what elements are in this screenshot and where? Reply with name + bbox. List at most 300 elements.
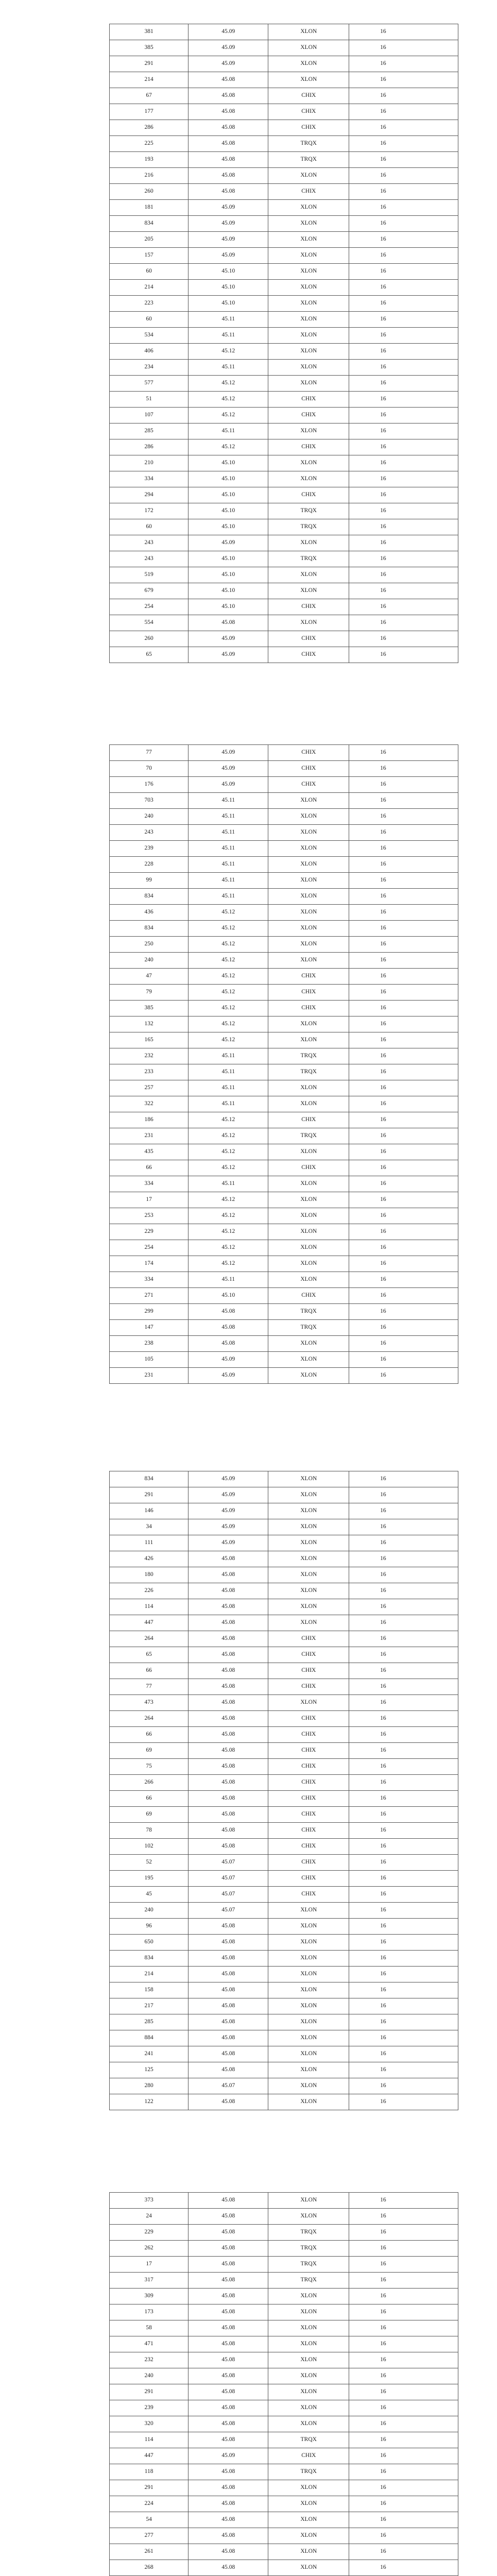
venue-cell: XLON — [268, 1272, 349, 1288]
time-cell: 16 — [349, 745, 458, 761]
table-row — [110, 248, 458, 264]
price-cell: 45.11 — [188, 873, 268, 889]
time-cell: 16 — [349, 1647, 458, 1663]
table-row — [110, 1224, 458, 1240]
table-row — [110, 2014, 458, 2030]
time-cell: 16 — [349, 905, 458, 921]
time-cell: 16 — [349, 2078, 458, 2094]
price-cell: 45.09 — [188, 1352, 268, 1368]
volume-cell: 426 — [110, 1551, 188, 1567]
volume-cell: 77 — [110, 745, 188, 761]
venue-cell: CHIX — [268, 1839, 349, 1855]
price-cell: 45.12 — [188, 985, 268, 1001]
venue-cell: XLON — [268, 1551, 349, 1567]
price-cell: 45.09 — [188, 647, 268, 663]
venue-cell: XLON — [268, 248, 349, 264]
time-cell: 16 — [349, 1583, 458, 1599]
time-cell: 16 — [349, 1823, 458, 1839]
price-cell: 45.11 — [188, 857, 268, 873]
time-cell: 16 — [349, 1304, 458, 1320]
venue-cell: CHIX — [268, 1855, 349, 1871]
table-row — [110, 1368, 458, 1384]
volume-cell: 436 — [110, 905, 188, 921]
time-cell: 16 — [349, 1631, 458, 1647]
time-cell: 16 — [349, 2193, 458, 2209]
volume-cell: 703 — [110, 793, 188, 809]
time-cell: 16 — [349, 344, 458, 360]
transactions-table-3 — [109, 1471, 458, 2110]
price-cell: 45.08 — [188, 88, 268, 104]
time-cell: 16 — [349, 1791, 458, 1807]
time-cell: 16 — [349, 1128, 458, 1144]
venue-cell: XLON — [268, 296, 349, 312]
table-row — [110, 905, 458, 921]
price-cell: 45.08 — [188, 2257, 268, 2273]
time-cell: 16 — [349, 2368, 458, 2384]
price-cell: 45.12 — [188, 408, 268, 423]
table-row — [110, 1679, 458, 1695]
venue-cell: CHIX — [268, 985, 349, 1001]
table-row — [110, 1272, 458, 1288]
volume-cell: 205 — [110, 232, 188, 248]
venue-cell: XLON — [268, 2496, 349, 2512]
venue-cell: XLON — [268, 2512, 349, 2528]
venue-cell: XLON — [268, 2209, 349, 2225]
venue-cell: TRQX — [268, 503, 349, 519]
price-cell: 45.08 — [188, 1951, 268, 1967]
time-cell: 16 — [349, 408, 458, 423]
time-cell: 16 — [349, 200, 458, 216]
volume-cell: 34 — [110, 1519, 188, 1535]
volume-cell: 66 — [110, 1727, 188, 1743]
price-cell: 45.08 — [188, 2046, 268, 2062]
venue-cell: XLON — [268, 535, 349, 551]
venue-cell: XLON — [268, 72, 349, 88]
table-row — [110, 761, 458, 777]
price-cell: 45.10 — [188, 264, 268, 280]
time-cell: 16 — [349, 1887, 458, 1903]
venue-cell: XLON — [268, 2014, 349, 2030]
time-cell: 16 — [349, 104, 458, 120]
volume-cell: 229 — [110, 1224, 188, 1240]
price-cell: 45.12 — [188, 344, 268, 360]
venue-cell: CHIX — [268, 1775, 349, 1791]
venue-cell: XLON — [268, 1352, 349, 1368]
table-row — [110, 1823, 458, 1839]
venue-cell: XLON — [268, 857, 349, 873]
venue-cell: CHIX — [268, 1759, 349, 1775]
venue-cell: XLON — [268, 1224, 349, 1240]
price-cell: 45.07 — [188, 1903, 268, 1919]
volume-cell: 577 — [110, 376, 188, 392]
venue-cell: XLON — [268, 1080, 349, 1096]
venue-cell: TRQX — [268, 1064, 349, 1080]
venue-cell: XLON — [268, 953, 349, 969]
price-cell: 45.08 — [188, 152, 268, 168]
price-cell: 45.12 — [188, 1240, 268, 1256]
time-cell: 16 — [349, 1352, 458, 1368]
time-cell: 16 — [349, 2352, 458, 2368]
table-row — [110, 1176, 458, 1192]
table-row — [110, 2480, 458, 2496]
table-row — [110, 2368, 458, 2384]
table-row — [110, 56, 458, 72]
price-cell: 45.10 — [188, 1288, 268, 1304]
time-cell: 16 — [349, 1208, 458, 1224]
price-cell: 45.12 — [188, 937, 268, 953]
venue-cell: XLON — [268, 2030, 349, 2046]
venue-cell: CHIX — [268, 104, 349, 120]
venue-cell: XLON — [268, 1032, 349, 1048]
time-cell: 16 — [349, 264, 458, 280]
volume-cell: 286 — [110, 439, 188, 455]
venue-cell: XLON — [268, 344, 349, 360]
table-row — [110, 2209, 458, 2225]
table-row — [110, 360, 458, 376]
price-cell: 45.08 — [188, 1551, 268, 1567]
time-cell: 16 — [349, 1535, 458, 1551]
venue-cell: XLON — [268, 232, 349, 248]
volume-cell: 884 — [110, 2030, 188, 2046]
table-row — [110, 793, 458, 809]
volume-cell: 47 — [110, 969, 188, 985]
time-cell: 16 — [349, 969, 458, 985]
venue-cell: XLON — [268, 873, 349, 889]
volume-cell: 381 — [110, 24, 188, 40]
venue-cell: TRQX — [268, 519, 349, 535]
table-row — [110, 312, 458, 328]
venue-cell: XLON — [268, 1903, 349, 1919]
price-cell: 45.11 — [188, 1176, 268, 1192]
venue-cell: XLON — [268, 2046, 349, 2062]
price-cell: 45.09 — [188, 216, 268, 232]
time-cell: 16 — [349, 184, 458, 200]
table-row — [110, 1192, 458, 1208]
volume-cell: 240 — [110, 2368, 188, 2384]
volume-cell: 217 — [110, 1998, 188, 2014]
time-cell: 16 — [349, 2384, 458, 2400]
volume-cell: 473 — [110, 1695, 188, 1711]
time-cell: 16 — [349, 1903, 458, 1919]
table-row — [110, 1016, 458, 1032]
price-cell: 45.12 — [188, 969, 268, 985]
time-cell: 16 — [349, 1096, 458, 1112]
table-row — [110, 2289, 458, 2304]
volume-cell: 243 — [110, 825, 188, 841]
volume-cell: 102 — [110, 1839, 188, 1855]
table-row — [110, 1112, 458, 1128]
price-cell: 45.12 — [188, 1032, 268, 1048]
venue-cell: CHIX — [268, 1679, 349, 1695]
table-row — [110, 2528, 458, 2544]
time-cell: 16 — [349, 1503, 458, 1519]
time-cell: 16 — [349, 2273, 458, 2289]
volume-cell: 99 — [110, 873, 188, 889]
table-row — [110, 120, 458, 136]
volume-cell: 181 — [110, 200, 188, 216]
table-row — [110, 2094, 458, 2110]
table-row — [110, 1839, 458, 1855]
price-cell: 45.10 — [188, 296, 268, 312]
time-cell: 16 — [349, 168, 458, 184]
volume-cell: 17 — [110, 2257, 188, 2273]
price-cell: 45.08 — [188, 1695, 268, 1711]
venue-cell: XLON — [268, 793, 349, 809]
venue-cell: XLON — [268, 2289, 349, 2304]
time-cell: 16 — [349, 2241, 458, 2257]
table-row — [110, 2560, 458, 2576]
venue-cell: CHIX — [268, 1887, 349, 1903]
volume-cell: 65 — [110, 1647, 188, 1663]
volume-cell: 69 — [110, 1743, 188, 1759]
time-cell: 16 — [349, 1695, 458, 1711]
time-cell: 16 — [349, 2400, 458, 2416]
price-cell: 45.12 — [188, 1192, 268, 1208]
volume-cell: 322 — [110, 1096, 188, 1112]
table-row — [110, 745, 458, 761]
table-row — [110, 2273, 458, 2289]
time-cell: 16 — [349, 1871, 458, 1887]
price-cell: 45.08 — [188, 1919, 268, 1935]
time-cell: 16 — [349, 1567, 458, 1583]
price-cell: 45.09 — [188, 248, 268, 264]
price-cell: 45.08 — [188, 2273, 268, 2289]
price-cell: 45.10 — [188, 599, 268, 615]
venue-cell: CHIX — [268, 88, 349, 104]
volume-cell: 146 — [110, 1503, 188, 1519]
table-row — [110, 136, 458, 152]
volume-cell: 165 — [110, 1032, 188, 1048]
volume-cell: 176 — [110, 777, 188, 793]
table-row — [110, 1288, 458, 1304]
venue-cell: XLON — [268, 2560, 349, 2576]
venue-cell: XLON — [268, 2193, 349, 2209]
table-row — [110, 1759, 458, 1775]
time-cell: 16 — [349, 535, 458, 551]
table-row — [110, 1951, 458, 1967]
price-cell: 45.08 — [188, 2368, 268, 2384]
table-row — [110, 551, 458, 567]
price-cell: 45.09 — [188, 745, 268, 761]
time-cell: 16 — [349, 1192, 458, 1208]
table-row — [110, 1128, 458, 1144]
price-cell: 45.11 — [188, 825, 268, 841]
price-cell: 45.12 — [188, 1144, 268, 1160]
table-row — [110, 1048, 458, 1064]
price-cell: 45.08 — [188, 1647, 268, 1663]
price-cell: 45.09 — [188, 40, 268, 56]
time-cell: 16 — [349, 1951, 458, 1967]
venue-cell: XLON — [268, 40, 349, 56]
price-cell: 45.09 — [188, 1535, 268, 1551]
table-row — [110, 1567, 458, 1583]
table-row — [110, 1727, 458, 1743]
table-row — [110, 583, 458, 599]
time-cell: 16 — [349, 439, 458, 455]
time-cell: 16 — [349, 1080, 458, 1096]
price-cell: 45.11 — [188, 360, 268, 376]
table-row — [110, 1967, 458, 1982]
time-cell: 16 — [349, 360, 458, 376]
venue-cell: XLON — [268, 583, 349, 599]
volume-cell: 241 — [110, 2046, 188, 2062]
venue-cell: CHIX — [268, 761, 349, 777]
table-row — [110, 344, 458, 360]
time-cell: 16 — [349, 1272, 458, 1288]
venue-cell: XLON — [268, 1519, 349, 1535]
venue-cell: XLON — [268, 1935, 349, 1951]
price-cell: 45.08 — [188, 184, 268, 200]
time-cell: 16 — [349, 2448, 458, 2464]
volume-cell: 309 — [110, 2289, 188, 2304]
time-cell: 16 — [349, 2320, 458, 2336]
transactions-table-2 — [109, 744, 458, 1384]
volume-cell: 243 — [110, 551, 188, 567]
price-cell: 45.11 — [188, 793, 268, 809]
volume-cell: 280 — [110, 2078, 188, 2094]
price-cell: 45.09 — [188, 761, 268, 777]
volume-cell: 406 — [110, 344, 188, 360]
venue-cell: XLON — [268, 1016, 349, 1032]
venue-cell: CHIX — [268, 1631, 349, 1647]
table-row — [110, 88, 458, 104]
volume-cell: 268 — [110, 2560, 188, 2576]
time-cell: 16 — [349, 2544, 458, 2560]
volume-cell: 60 — [110, 312, 188, 328]
table-row — [110, 232, 458, 248]
venue-cell: TRQX — [268, 2225, 349, 2241]
venue-cell: CHIX — [268, 439, 349, 455]
price-cell: 45.11 — [188, 423, 268, 439]
table-row — [110, 2078, 458, 2094]
price-cell: 45.08 — [188, 615, 268, 631]
price-cell: 45.10 — [188, 551, 268, 567]
venue-cell: XLON — [268, 1256, 349, 1272]
volume-cell: 435 — [110, 1144, 188, 1160]
table-row — [110, 104, 458, 120]
volume-cell: 232 — [110, 2352, 188, 2368]
table-row — [110, 1208, 458, 1224]
price-cell: 45.09 — [188, 1471, 268, 1487]
time-cell: 16 — [349, 376, 458, 392]
table-row — [110, 1663, 458, 1679]
time-cell: 16 — [349, 280, 458, 296]
price-cell: 45.08 — [188, 2432, 268, 2448]
volume-cell: 114 — [110, 1599, 188, 1615]
volume-cell: 174 — [110, 1256, 188, 1272]
time-cell: 16 — [349, 2225, 458, 2241]
volume-cell: 172 — [110, 503, 188, 519]
table-row — [110, 2544, 458, 2560]
time-cell: 16 — [349, 2464, 458, 2480]
price-cell: 45.10 — [188, 455, 268, 471]
venue-cell: XLON — [268, 809, 349, 825]
time-cell: 16 — [349, 567, 458, 583]
volume-cell: 195 — [110, 1871, 188, 1887]
price-cell: 45.08 — [188, 168, 268, 184]
volume-cell: 60 — [110, 519, 188, 535]
venue-cell: XLON — [268, 937, 349, 953]
volume-cell: 291 — [110, 56, 188, 72]
transactions-table-4 — [109, 2192, 458, 2576]
venue-cell: CHIX — [268, 120, 349, 136]
price-cell: 45.08 — [188, 1823, 268, 1839]
volume-cell: 264 — [110, 1631, 188, 1647]
venue-cell: XLON — [268, 1951, 349, 1967]
table-row — [110, 1080, 458, 1096]
venue-cell: CHIX — [268, 1112, 349, 1128]
volume-cell: 679 — [110, 583, 188, 599]
volume-cell: 210 — [110, 455, 188, 471]
venue-cell: CHIX — [268, 1160, 349, 1176]
table-row — [110, 471, 458, 487]
volume-cell: 334 — [110, 1272, 188, 1288]
volume-cell: 253 — [110, 1208, 188, 1224]
time-cell: 16 — [349, 2030, 458, 2046]
time-cell: 16 — [349, 937, 458, 953]
price-cell: 45.08 — [188, 2544, 268, 2560]
time-cell: 16 — [349, 809, 458, 825]
price-cell: 45.08 — [188, 2336, 268, 2352]
time-cell: 16 — [349, 2480, 458, 2496]
volume-cell: 70 — [110, 761, 188, 777]
price-cell: 45.08 — [188, 72, 268, 88]
table-row — [110, 825, 458, 841]
time-cell: 16 — [349, 2512, 458, 2528]
volume-cell: 77 — [110, 1679, 188, 1695]
venue-cell: CHIX — [268, 599, 349, 615]
price-cell: 45.08 — [188, 2560, 268, 2576]
table-row — [110, 2193, 458, 2209]
table-row — [110, 1887, 458, 1903]
venue-cell: CHIX — [268, 408, 349, 423]
table-row — [110, 487, 458, 503]
time-cell: 16 — [349, 889, 458, 905]
volume-cell: 260 — [110, 631, 188, 647]
time-cell: 16 — [349, 136, 458, 152]
time-cell: 16 — [349, 631, 458, 647]
volume-cell: 239 — [110, 2400, 188, 2416]
volume-cell: 262 — [110, 2241, 188, 2257]
venue-cell: XLON — [268, 2078, 349, 2094]
venue-cell: CHIX — [268, 1663, 349, 1679]
venue-cell: XLON — [268, 56, 349, 72]
volume-cell: 58 — [110, 2320, 188, 2336]
volume-cell: 24 — [110, 2209, 188, 2225]
price-cell: 45.08 — [188, 1663, 268, 1679]
venue-cell: CHIX — [268, 184, 349, 200]
volume-cell: 158 — [110, 1982, 188, 1998]
time-cell: 16 — [349, 232, 458, 248]
time-cell: 16 — [349, 1743, 458, 1759]
venue-cell: XLON — [268, 921, 349, 937]
venue-cell: XLON — [268, 2384, 349, 2400]
time-cell: 16 — [349, 152, 458, 168]
price-cell: 45.08 — [188, 2289, 268, 2304]
price-cell: 45.09 — [188, 777, 268, 793]
price-cell: 45.08 — [188, 1982, 268, 1998]
price-cell: 45.09 — [188, 2448, 268, 2464]
volume-cell: 75 — [110, 1759, 188, 1775]
table-row — [110, 1599, 458, 1615]
venue-cell: XLON — [268, 376, 349, 392]
venue-cell: XLON — [268, 1967, 349, 1982]
table-row — [110, 1160, 458, 1176]
time-cell: 16 — [349, 777, 458, 793]
price-cell: 45.08 — [188, 1727, 268, 1743]
price-cell: 45.10 — [188, 567, 268, 583]
price-cell: 45.08 — [188, 1567, 268, 1583]
